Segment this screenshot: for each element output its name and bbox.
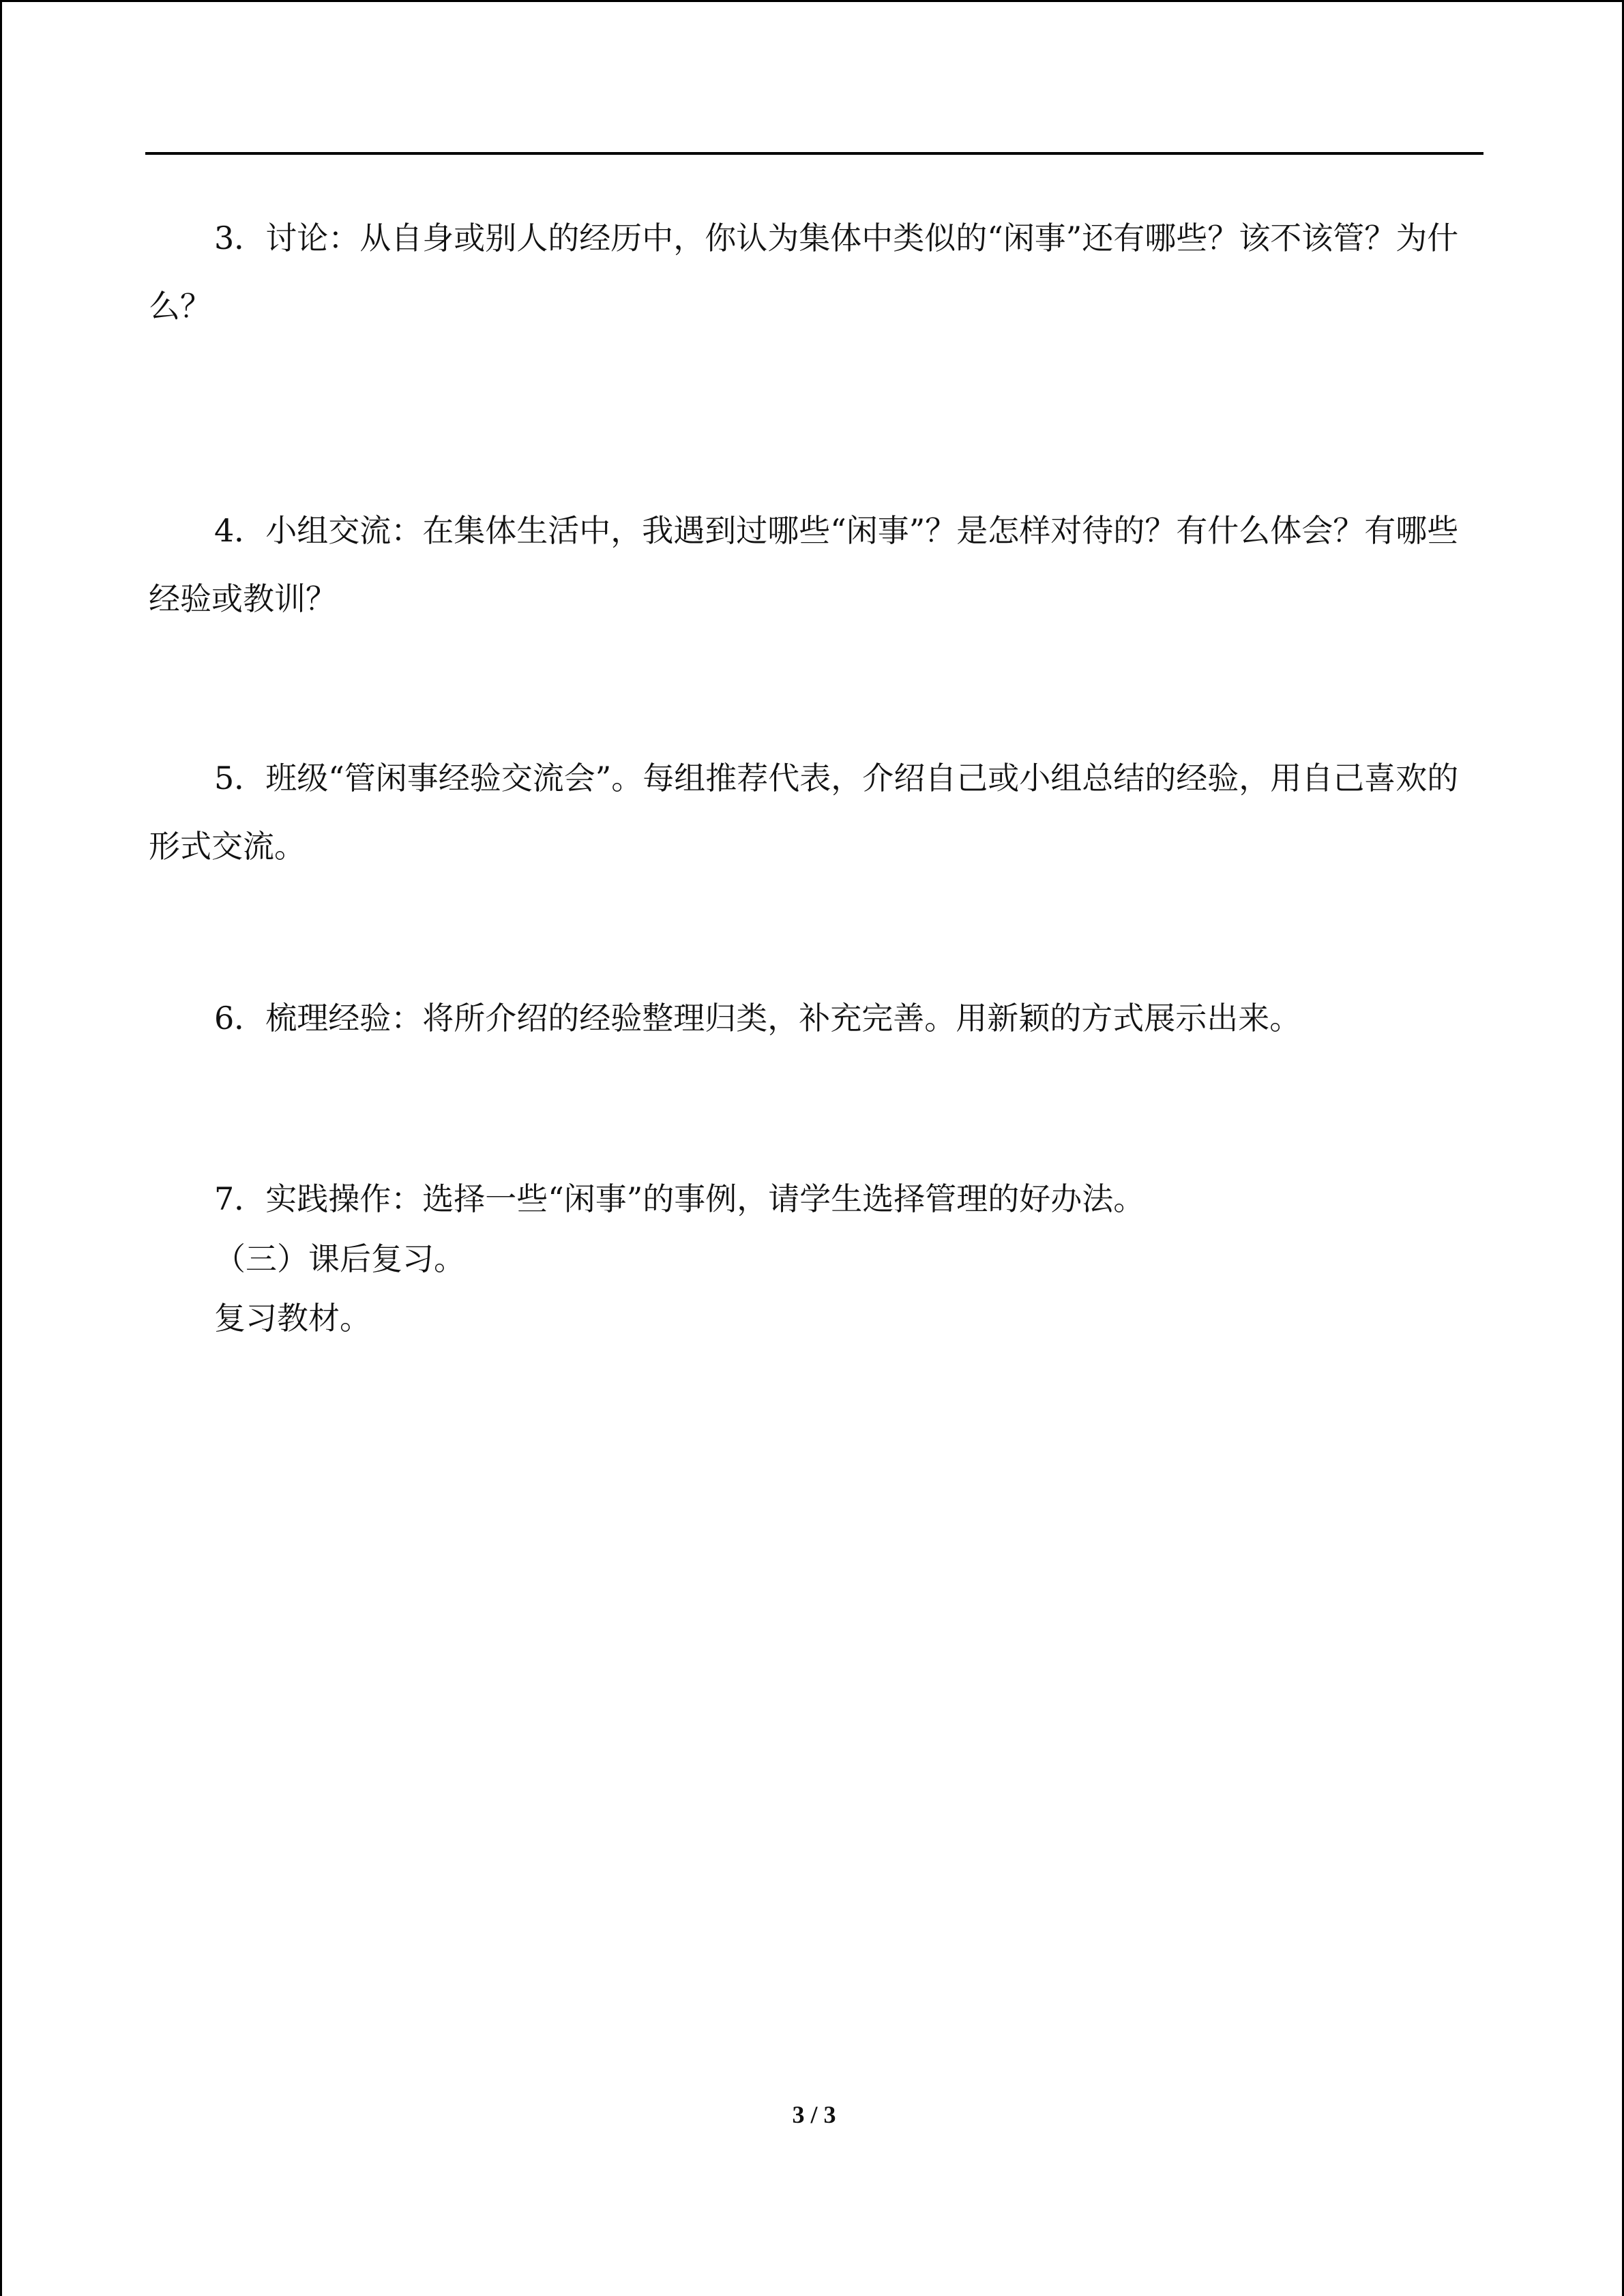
paragraph-6: 6．梳理经验：将所介绍的经验整理归类，补充完善。用新颖的方式展示出来。 xyxy=(214,1000,1301,1037)
paragraph-7: 7．实践操作：选择一些“闲事”的事例，请学生选择管理的好办法。 xyxy=(214,1180,1145,1217)
paragraph-3: 3．讨论：从自身或别人的经历中，你认为集体中类似的“闲事”还有哪些？该不该管？为什么？ xyxy=(149,220,1459,325)
paragraph-5: 5．班级“管闲事经验交流会”。每组推荐代表，介绍自己或小组总结的经验，用自己喜欢的形式交流。 xyxy=(149,760,1459,865)
header-rule xyxy=(145,152,1483,155)
final-line: 复习教材。 xyxy=(214,1300,371,1337)
page-number: 3 / 3 xyxy=(792,2101,836,2128)
paragraph-4: 4．小组交流：在集体生活中，我遇到过哪些“闲事”？是怎样对待的？有什么体会？有哪些经验或教训？ xyxy=(149,512,1459,617)
section-heading: （三）课后复习。 xyxy=(214,1240,465,1277)
